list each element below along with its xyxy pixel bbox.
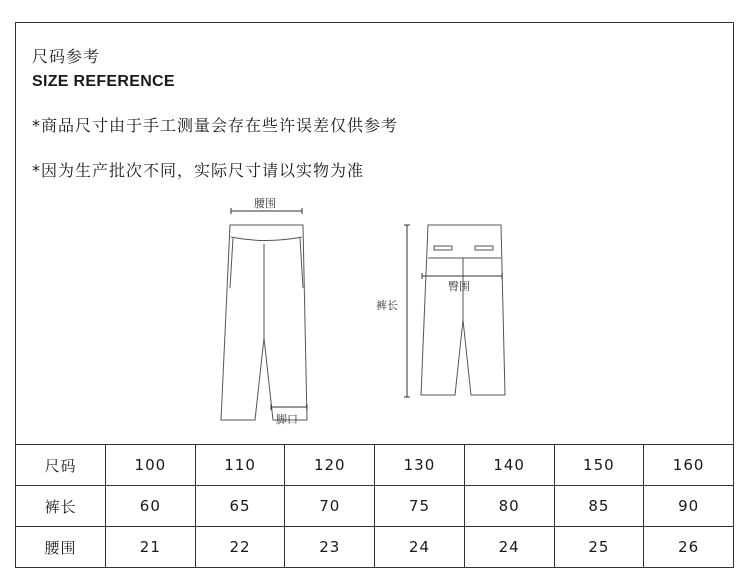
table-cell: 130 [375,445,465,486]
table-cell: 140 [464,445,554,486]
table-cell: 23 [285,527,375,568]
hip-label: 臀围 [448,280,470,293]
table-row-size [16,445,734,486]
table-cell: 85 [554,486,644,527]
table-cell: 24 [464,527,554,568]
pants-back-pocket-left [434,246,452,250]
row-label: 腰围 [16,527,106,568]
table-cell: 25 [554,527,644,568]
table-cell: 80 [464,486,554,527]
waist-label: 腰围 [254,197,276,210]
pants-front-pocket-left [230,238,233,288]
length-label: 裤长 [376,299,398,312]
row-label: 裤长 [16,486,106,527]
table-cell: 120 [285,445,375,486]
note-measurement-error: *商品尺寸由于手工测量会存在些许误差仅供参考 [32,116,399,135]
note-batch-difference: *因为生产批次不同，实际尺寸请以实物为准 [32,161,365,180]
table-cell: 100 [106,445,196,486]
table-cell: 21 [106,527,196,568]
pants-front-waistband [231,237,302,241]
table-cell: 150 [554,445,644,486]
table-cell: 110 [195,445,285,486]
table-row-waist [16,527,734,568]
table-cell: 65 [195,486,285,527]
table-cell: 60 [106,486,196,527]
page-title-zh: 尺码参考 [32,47,101,66]
pants-diagram [200,190,560,435]
size-table [15,444,734,568]
table-cell: 70 [285,486,375,527]
hem-label: 脚口 [276,413,298,426]
table-cell: 160 [644,445,734,486]
row-label: 尺码 [16,445,106,486]
table-cell: 26 [644,527,734,568]
pants-front-pocket-right [300,238,303,288]
pants-back-pocket-right [475,246,493,250]
page-title-en: SIZE REFERENCE [32,73,175,90]
table-row-length [16,486,734,527]
table-cell: 75 [375,486,465,527]
table-cell: 24 [375,527,465,568]
table-cell: 22 [195,527,285,568]
table-cell: 90 [644,486,734,527]
